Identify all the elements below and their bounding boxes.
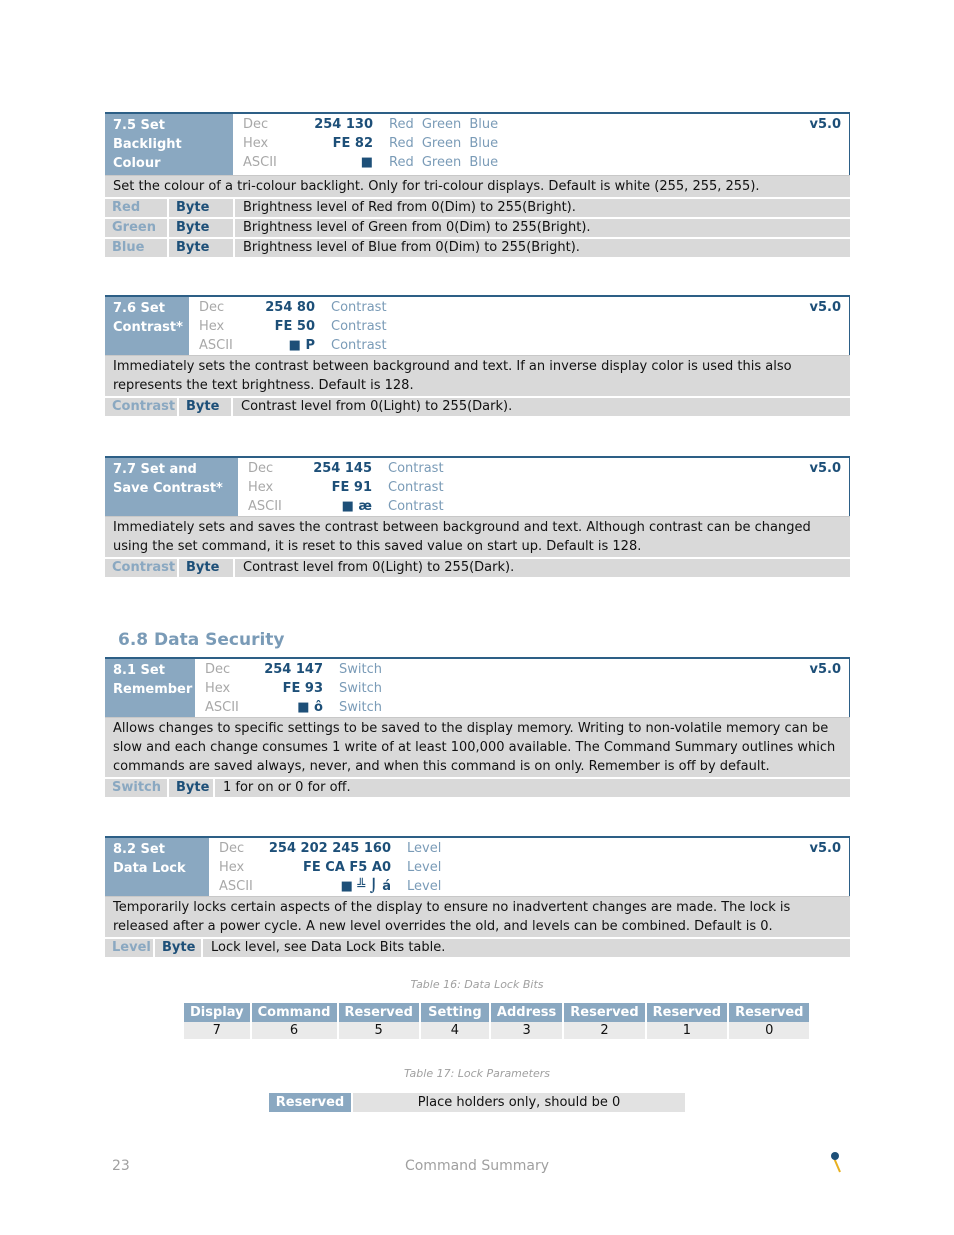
param-row: Blue Byte Brightness level of Blue from 0(Dim) to 255(Bright). bbox=[105, 239, 850, 257]
hex-value: FE 50 bbox=[274, 319, 315, 334]
dec-value: 254 80 bbox=[265, 300, 315, 315]
command-block: 7.6 Set Contrast* Dec 254 80 Contrast Hex FE 50 Contrast ASCII ■ P Contrast v5.0 Immediately sets the contrast between background and text. If an inverse display color is used this also represents the text brightness. Default is 128. Contrast Byte Contrast level from 0(Light) to 255(Dark). bbox=[105, 295, 850, 416]
command-description: Allows changes to specific settings to be saved to the display memory. Writing to non-volatile memory can be slow and each change consumes 1 write of at least 100,000 available. The Command Summary outlines which commands are saved always, never, and when this command is on only. Remember is off by default. bbox=[105, 717, 850, 777]
param-row: Green Byte Brightness level of Green from 0(Dim) to 255(Bright). bbox=[105, 219, 850, 237]
hex-value: FE 91 bbox=[331, 480, 372, 495]
command-block: 8.2 Set Data Lock Dec 254 202 245 160 Level Hex FE CA F5 A0 Level ASCII ■ ╩ ⌡ á Level v5.0 Temporarily locks certain aspects of the display to ensure no inadvertent changes are made. The lock is released after a power cycle. A new level overrides the old, and levels can be combined. Default is 0. Level Byte Lock level, see Data Lock Bits table. bbox=[105, 836, 850, 957]
dec-value: 254 130 bbox=[314, 117, 373, 132]
dec-value: 254 202 245 160 bbox=[268, 841, 391, 856]
lock-parameters-table: Reserved Place holders only, should be 0 bbox=[269, 1093, 685, 1112]
section-heading: 6.8 Data Security bbox=[118, 630, 285, 650]
ascii-value: ■ ô bbox=[297, 700, 323, 715]
ascii-value: ■ ╩ ⌡ á bbox=[340, 879, 391, 894]
command-title: 7.5 Set Backlight Colour bbox=[105, 114, 233, 175]
hex-value: FE 82 bbox=[332, 136, 373, 151]
ascii-value: ■ bbox=[360, 155, 373, 170]
command-description: Immediately sets the contrast between background and text. If an inverse display color is used this also represents the text brightness. Default is 128. bbox=[105, 355, 850, 396]
param-row: Red Byte Brightness level of Red from 0(Dim) to 255(Bright). bbox=[105, 199, 850, 217]
logo-icon bbox=[826, 1150, 846, 1176]
footer-title: Command Summary bbox=[404, 1158, 550, 1174]
version: v5.0 bbox=[809, 300, 841, 315]
command-description: Temporarily locks certain aspects of the display to ensure no inadvertent changes are made. The lock is released after a power cycle. A new level overrides the old, and levels can be combined. Default is 0. bbox=[105, 896, 850, 937]
command-title: 8.2 Set Data Lock bbox=[105, 838, 209, 896]
param-row: Contrast Byte Contrast level from 0(Light) to 255(Dark). bbox=[105, 559, 850, 577]
command-block: 7.5 Set Backlight Colour Dec 254 130 Red Green Blue Hex FE 82 Red Green Blue ASCII ■ Red Green Blue v5.0 Set the colour of a tri-colour backlight. Only for tri-colour displays. Default is white (255, 255, 255). Red Byte Brightness level of Red from 0(Dim) to 255(Bright). Green Byte Brightness level of Green from 0(Dim) to 255(Bright). Blue Byte Brightness level of Blue from 0(Dim) to 255(Bright). bbox=[105, 112, 850, 257]
ascii-value: ■ æ bbox=[341, 499, 372, 514]
page-number: 23 bbox=[112, 1158, 130, 1174]
param-row: Level Byte Lock level, see Data Lock Bits table. bbox=[105, 939, 850, 957]
command-title: 7.7 Set and Save Contrast* bbox=[105, 458, 238, 516]
version: v5.0 bbox=[809, 461, 841, 476]
table-caption: Table 16: Data Lock Bits bbox=[410, 978, 544, 991]
table-caption: Table 17: Lock Parameters bbox=[403, 1067, 551, 1080]
data-lock-bits-table: Display Command Reserved Setting Address Reserved Reserved Reserved 7 6 5 4 3 2 1 0 bbox=[184, 1003, 811, 1039]
command-block: 8.1 Set Remember Dec 254 147 Switch Hex FE 93 Switch ASCII ■ ô Switch v5.0 Allows changes to specific settings to be saved to the display memory. Writing to non-volatile memory can be slow and each change consumes 1 write of at least 100,000 available. The Command Summary outlines which commands are saved always, never, and when this command is on only. Remember is off by default. Switch Byte 1 for on or 0 for off. bbox=[105, 657, 850, 797]
command-description: Immediately sets and saves the contrast between background and text. Although contrast can be changed using the set command, it is reset to this saved value on start up. Default is 128. bbox=[105, 516, 850, 557]
version: v5.0 bbox=[809, 841, 841, 856]
dec-value: 254 147 bbox=[264, 662, 323, 677]
command-block: 7.7 Set and Save Contrast* Dec 254 145 Contrast Hex FE 91 Contrast ASCII ■ æ Contrast v5.0 Immediately sets and saves the contrast between background and text. Although contrast can be changed using the set command, it is reset to this saved value on start up. Default is 128. Contrast Byte Contrast level from 0(Light) to 255(Dark). bbox=[105, 456, 850, 577]
ascii-value: ■ P bbox=[288, 338, 315, 353]
hex-value: FE 93 bbox=[282, 681, 323, 696]
version: v5.0 bbox=[809, 117, 841, 132]
command-title: 7.6 Set Contrast* bbox=[105, 297, 189, 355]
version: v5.0 bbox=[809, 662, 841, 677]
param-row: Switch Byte 1 for on or 0 for off. bbox=[105, 779, 850, 797]
command-description: Set the colour of a tri-colour backlight. Only for tri-colour displays. Default is white (255, 255, 255). bbox=[105, 175, 850, 197]
dec-value: 254 145 bbox=[313, 461, 372, 476]
command-title: 8.1 Set Remember bbox=[105, 659, 195, 717]
param-row: Contrast Byte Contrast level from 0(Light) to 255(Dark). bbox=[105, 398, 850, 416]
hex-value: FE CA F5 A0 bbox=[303, 860, 391, 875]
